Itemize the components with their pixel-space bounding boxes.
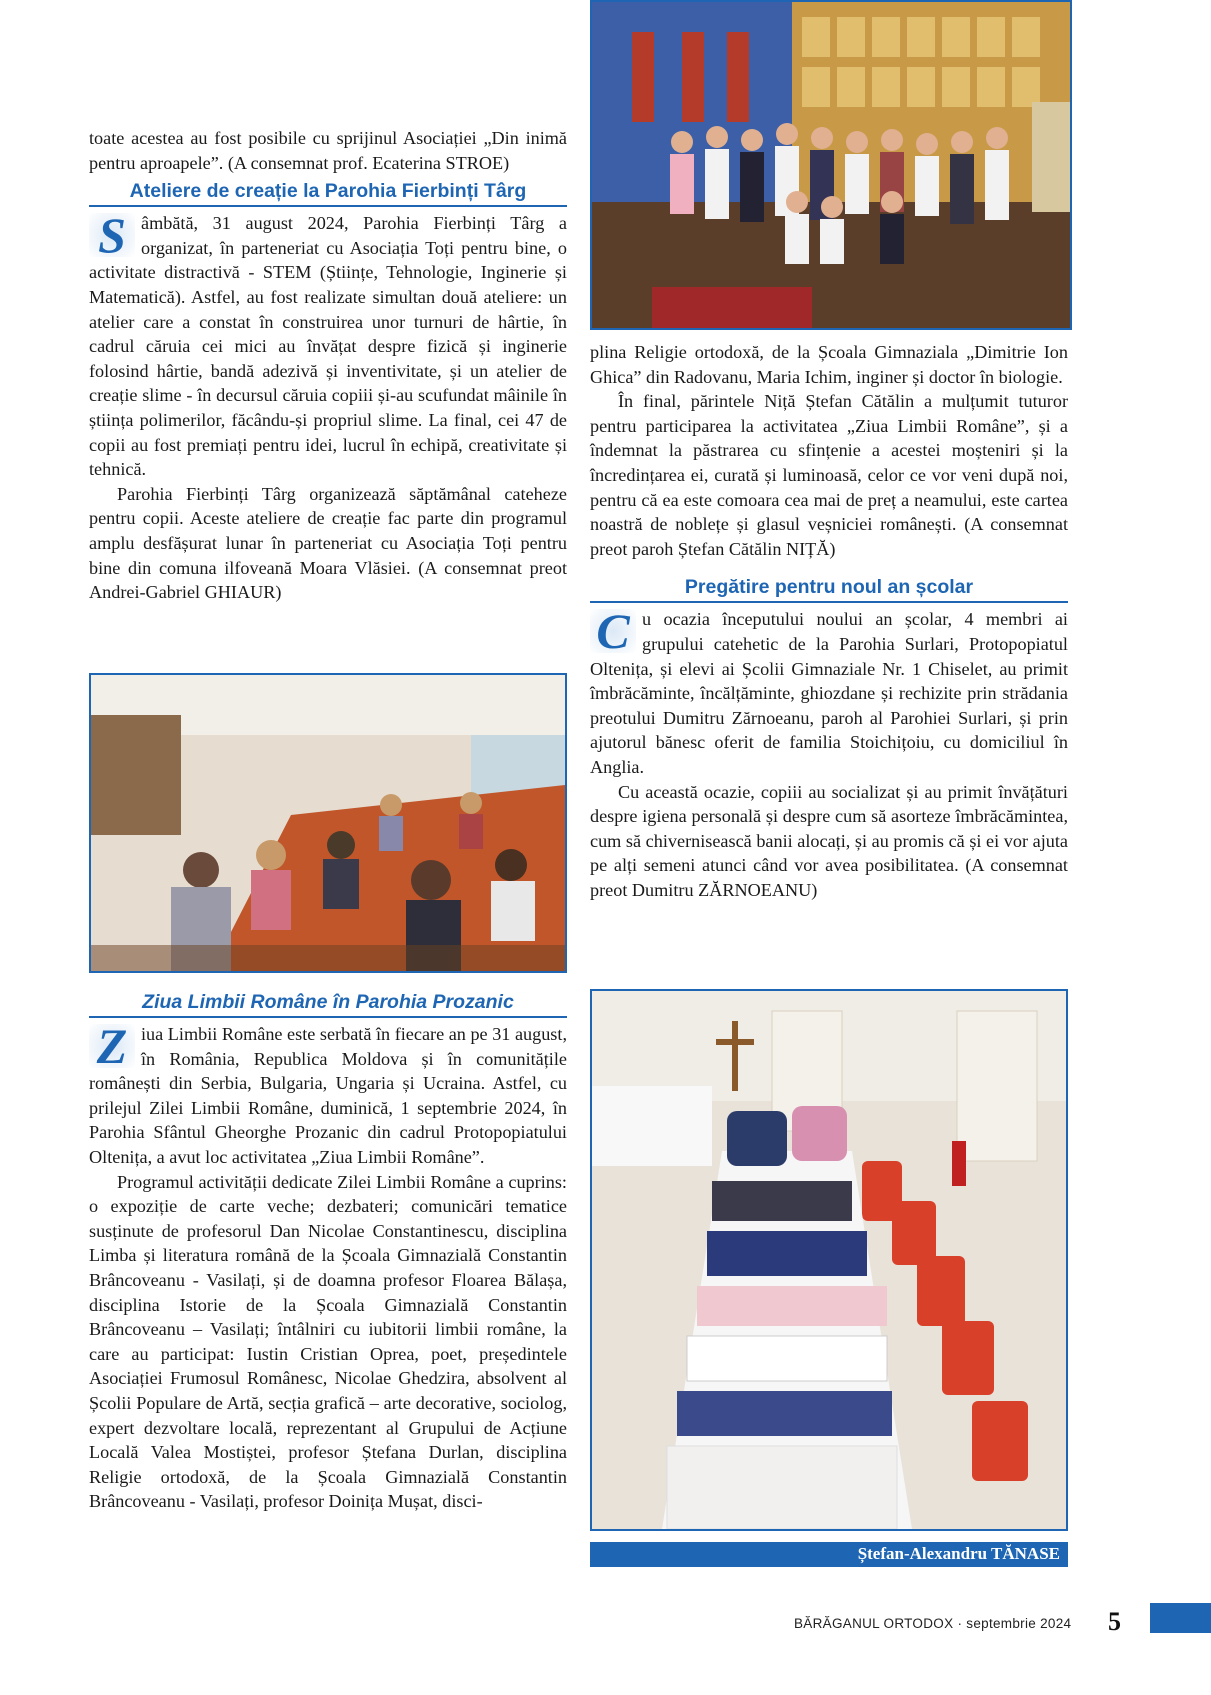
footer-publication: BĂRĂGANUL ORTODOX · septembrie 2024 <box>794 1616 1072 1631</box>
ziua-paragraph-1: Z iua Limbii Române este serbată în fiecare an pe 31 august, în România, Republica Moldova și în comunitățile românești din Serbia, Bulgaria, Ungaria și Ucraina. Astfel, cu prilejul Zilei Limbii Române, duminică, 1 septembrie 2024, în Parohia Sfântul Gheorghe Prozanic din cadrul Protopopiatului Oltenița, a avut loc activitatea „Ziua Limbii Române”. <box>89 1018 567 1167</box>
pregatire-paragraph-1: C u ocazia începutului noului an școlar, 4 membri ai grupului catehetic de la Parohia Surlari, Protopopiatul Oltenița, și elevi ai Școlii Gimnaziale Nr. 1 Chiselet, au primit îmbrăcăminte, încălțăminte, ghiozdane și rechizite prin strădania preotului Dumitru Zărnoeanu, paroh al Parohiei Surlari, și prin ajutorul bănesc oferit de familia Stoichițoiu, cu domiciliul în Anglia. <box>590 603 1068 777</box>
dropcap-c: C <box>590 609 636 653</box>
heading-ziua-limbii: Ziua Limbii Române în Parohia Prozanic <box>89 990 567 1018</box>
left-column-lower <box>89 990 567 1514</box>
photo-school-donation <box>590 989 1068 1531</box>
page-number: 5 <box>1108 1607 1121 1636</box>
photo-workshop-children <box>89 673 567 973</box>
photo-church-group <box>590 0 1072 330</box>
ziua-paragraph-2: Programul activității dedicate Zilei Limbii Române a cuprins: o expoziție de carte veche; dezbateri; comunicări tematice susținute de profesorul Dan Nicolae Constantinescu, disciplina Limba și literatura română de la Școala Gimnazială Constantin Brâncoveanu - Vasilați, și de doamna profesor Floarea Bălașa, disciplina Istorie de la Școala Gimnazială Constantin Brâncoveanu – Vasilați; întâlniri cu iubitorii limbii române, la care au participat: Iustin Cristian Oprea, poet, președintele Asociației Frumosul Românesc, Nicolae Ghedzira, absolvent al Școlii Populare de Artă, secția grafică – arte decorative, sociolog, expert dezvoltare locală, reprezentant al Grupului de Acțiune Locală Valea Mostiștei, profesor Ștefana Durlan, disciplina Religie ortodoxă, de la Școala Gimnazială Constantin Brâncoveanu - Vasilați, profesor Doinița Mușat, disci- <box>89 1171 567 1512</box>
footer-accent-bar <box>1150 1603 1211 1633</box>
intro-paragraph: toate acestea au fost posibile cu sprijinul Asociației „Din inimă pentru aproapele”. (A consemnat prof. Ecaterina STROE) <box>89 128 567 173</box>
ateliere-paragraph-2: Parohia Fierbinți Târg organizează săptămânal cateheze pentru copii. Aceste ateliere de creație fac parte din programul amplu desfășurat lunar în parteneriat cu Asociația Toți pentru bine din comuna ilfoveană Moara Vlăsiei. (A consemnat preot Andrei-Gabriel GHIAUR) <box>89 483 567 603</box>
donation-illustration <box>592 991 1066 1529</box>
author-caption: Ștefan-Alexandru TĂNASE <box>590 1542 1068 1567</box>
right-column <box>590 340 1068 902</box>
heading-ateliere: Ateliere de creație la Parohia Fierbinți Târg <box>89 179 567 207</box>
left-column <box>89 126 567 605</box>
pregatire-paragraph-2: Cu această ocazie, copiii au socializat și au primit învățături despre igiena personală și despre cum să asorteze îmbrăcămintea, cum să chivernisească banii alocați, și au promis că și ei vor ajuta pe alți semeni atunci când vor avea posibilitatea. (A consemnat preot Dumitru ZĂRNOEANU) <box>590 781 1068 900</box>
ateliere-paragraph-1: S âmbătă, 31 august 2024, Parohia Fierbinți Târg a organizat, în parteneriat cu Asociația Toți pentru bine, o activitate distractivă - STEM (Științe, Tehnologie, Inginerie și Matematică). Astfel, au fost realizate simultan două ateliere: un atelier care a constat în construirea unor turnuri de hârtie, în cadrul căruia cei mici au învățat despre fizică și inginerie folosind hârtie, bandă adezivă și inventivitate, și un atelier de creație slime - în decursul căruia copiii și-au scufundat mâinile în știința polimerilor, făcându-și propriul slime. La final, cei 47 de copii au fost premiați pentru idei, lucrul în echipă, creativitate și tehnică. <box>89 207 567 480</box>
heading-pregatire: Pregătire pentru noul an școlar <box>590 575 1068 603</box>
prozanic-final-paragraph: În final, părintele Niță Ștefan Cătălin a mulțumit tuturor pentru participarea la activitatea „Ziua Limbii Române”, și a îndemnat la păstrarea cu sfințenie a acestei moșteniri și la încredințarea ei, curată și luminoasă, celor ce vor veni după noi, pentru că ea este comoara cea mai de preț a neamului, este cartea noastră de noblețe și glasul veșniciei românești. (A consemnat preot paroh Ștefan Cătălin NIȚĂ) <box>590 391 1068 559</box>
dropcap-s: S <box>89 213 135 257</box>
dropcap-z: Z <box>89 1024 135 1068</box>
workshop-illustration <box>91 675 565 971</box>
church-group-illustration <box>592 2 1070 328</box>
prozanic-continuation: plina Religie ortodoxă, de la Școala Gimnaziala „Dimitrie Ion Ghica” din Radovanu, Maria Ichim, inginer și doctor în biologie. <box>590 342 1068 387</box>
